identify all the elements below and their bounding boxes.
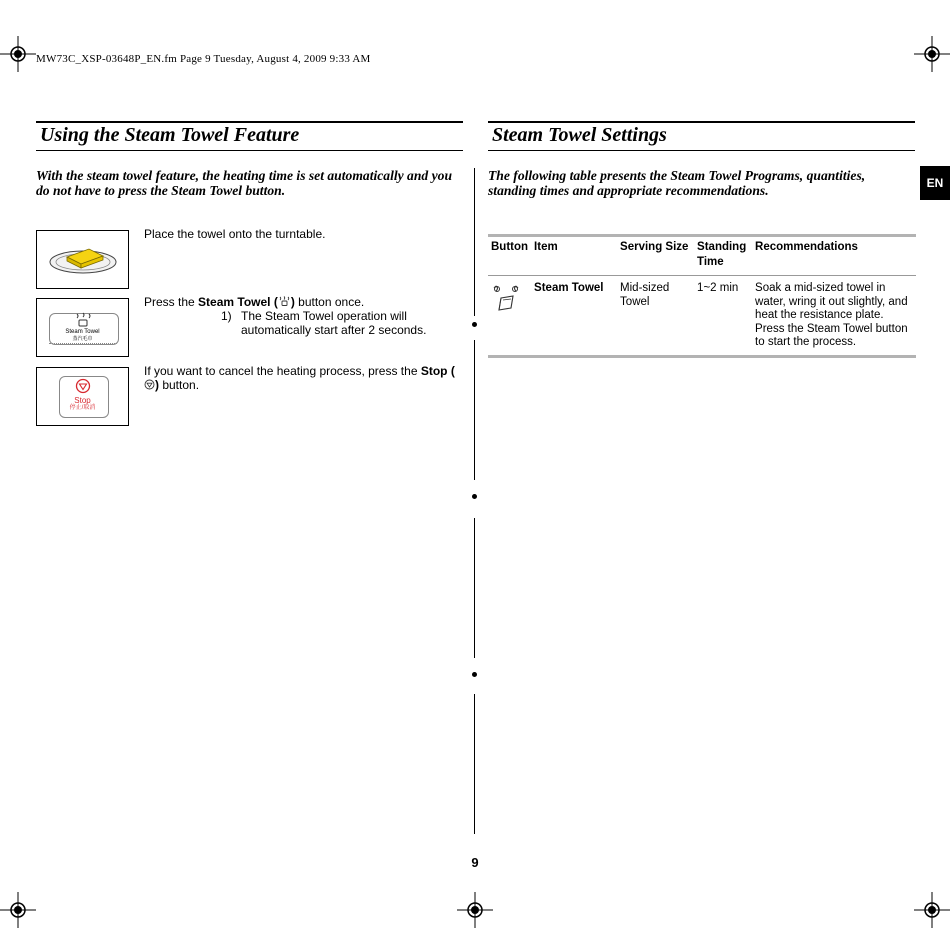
- step-2-sub-text: The Steam Towel operation will automatically start after 2 seconds.: [241, 309, 427, 337]
- button-cell: [488, 276, 531, 357]
- steam-towel-button-image: [36, 298, 129, 357]
- separator-dot: [472, 322, 477, 327]
- stop-button-label-cn: 停止/取消: [69, 405, 96, 411]
- intro-right: The following table presents the Steam Towel Programs, quantities, standing times and appropriate recommendations.: [488, 168, 866, 198]
- item-cell: Steam Towel: [534, 282, 604, 294]
- step-1-text: Place the towel onto the turntable.: [144, 227, 326, 241]
- registration-mark-icon: [914, 892, 950, 928]
- table-header-row: [488, 236, 916, 276]
- column-separator: [474, 168, 475, 316]
- step-3-bold-end: ): [155, 378, 159, 392]
- column-header-recommendations: Recommendations: [755, 241, 858, 253]
- steam-towel-settings-table: [488, 234, 916, 358]
- step-3-suffix: button.: [159, 378, 200, 392]
- title-rule-top: [36, 121, 463, 123]
- column-header-standing-time: Standing Time: [697, 241, 747, 268]
- column-separator: [474, 518, 475, 658]
- title-rule-top: [488, 121, 915, 123]
- page-number: 9: [471, 855, 479, 870]
- stop-inline-icon: [144, 379, 155, 390]
- steam-towel-button-label: Steam Towel: [65, 329, 100, 335]
- registration-mark-icon: [457, 892, 493, 928]
- column-header-item: Item: [534, 241, 558, 253]
- recommendation-cell: Soak a mid-sized towel in water, wring it out slightly, and heat the resistance plate. Press the Steam Towel button to start the process.: [755, 282, 908, 348]
- step-2-suffix: button once.: [294, 295, 365, 309]
- standing-time-cell: 1~2 min: [697, 282, 739, 294]
- separator-dot: [472, 672, 477, 677]
- file-header: MW73C_XSP-03648P_EN.fm Page 9 Tuesday, August 4, 2009 9:33 AM: [36, 53, 371, 65]
- column-header-button: Button: [491, 241, 529, 253]
- step-2-sub-number: 1): [221, 309, 232, 323]
- title-rule-bottom: [488, 150, 915, 151]
- section-title-right: Steam Towel Settings: [492, 124, 667, 146]
- separator-dot: [472, 494, 477, 499]
- steam-towel-icon: [73, 312, 93, 328]
- steam-towel-button-label-cn: 蒸汽毛巾: [72, 336, 93, 342]
- column-separator: [474, 340, 475, 480]
- step-3-prefix: If you want to cancel the heating process, press the: [144, 364, 421, 378]
- step-2-bold-end: ): [290, 295, 295, 309]
- step-3-text: [144, 364, 456, 392]
- title-rule-bottom: [36, 150, 463, 151]
- column-header-serving-size: Serving Size: [620, 241, 689, 253]
- stop-button-image: [36, 367, 129, 426]
- stop-button-label: Stop: [74, 396, 91, 405]
- serving-size-cell: Mid-sized Towel: [620, 282, 670, 308]
- steam-towel-inline-icon: [278, 296, 291, 307]
- registration-mark-icon: [0, 892, 36, 928]
- step-2-prefix: Press the: [144, 295, 199, 309]
- column-separator: [474, 694, 475, 834]
- step-2-bold: Steam Towel (: [198, 295, 278, 309]
- registration-mark-icon: [914, 36, 950, 72]
- towel-on-turntable-image: [36, 230, 129, 289]
- section-title-left: Using the Steam Towel Feature: [40, 124, 300, 146]
- step-3-bold: Stop (: [420, 364, 455, 378]
- registration-mark-icon: [0, 36, 36, 72]
- steam-towel-icon: [491, 282, 521, 314]
- stop-icon: [75, 378, 91, 394]
- table-row: [488, 276, 916, 357]
- turntable-towel-icon: [37, 231, 128, 288]
- button-dotted-line: [49, 343, 117, 344]
- intro-left: With the steam towel feature, the heating time is set automatically and you do not have to press the Steam Towel button.: [36, 168, 453, 198]
- language-tab: EN: [920, 166, 950, 200]
- step-2-text: [144, 295, 454, 309]
